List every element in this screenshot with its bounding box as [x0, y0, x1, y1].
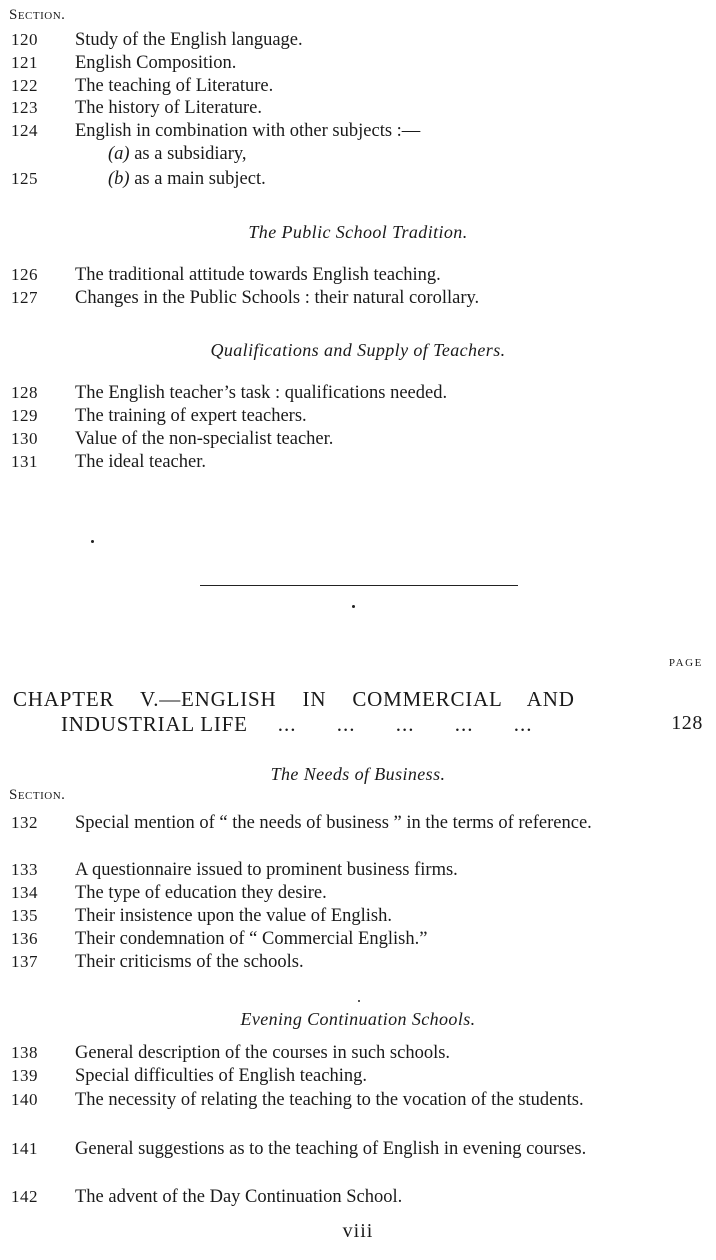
section-number: 135: [11, 906, 38, 925]
chapter-title-line2-text: INDUSTRIAL LIFE: [61, 712, 248, 736]
toc-entry: [11, 1089, 706, 1112]
section-divider: [200, 585, 518, 586]
entry-text: General description of the courses in such schools.: [75, 1043, 451, 1063]
section-number: 127: [11, 288, 38, 307]
section-number: 134: [11, 883, 38, 902]
subentry-marker: (b): [108, 169, 130, 189]
entry-text: The teaching of Literature.: [75, 76, 274, 96]
section-number: 126: [11, 265, 38, 284]
toc-subentry: [11, 143, 706, 166]
toc-entry: [11, 287, 706, 310]
entry-text: Special difficulties of English teaching.: [75, 1066, 367, 1086]
toc-entry: [11, 1065, 706, 1088]
subentry-marker: (a): [108, 144, 130, 164]
entry-text: General suggestions as to the teaching of English in evening courses.: [75, 1139, 587, 1159]
toc-entry: [11, 75, 706, 98]
section-number: 137: [11, 952, 38, 971]
subsection-heading: The Public School Tradition.: [248, 222, 468, 242]
section-number: 132: [11, 813, 38, 832]
toc-entry: [11, 812, 706, 835]
section-label: Section.: [9, 787, 66, 803]
toc-subentry: [11, 168, 706, 191]
entry-text: Study of the English language.: [75, 30, 303, 50]
leader-dots: ... ... ... ... ...: [277, 712, 533, 736]
toc-entry: [11, 97, 706, 120]
chapter-title-line2: [61, 712, 533, 737]
toc-entry: [11, 905, 706, 928]
entry-text: Value of the non-specialist teacher.: [75, 429, 334, 449]
section-number: 123: [11, 98, 38, 117]
entry-text: The English teacher’s task : qualifications needed.: [75, 383, 448, 403]
section-number: 125: [11, 169, 38, 188]
entry-text: Their insistence upon the value of English.: [75, 906, 392, 926]
toc-entry: [11, 264, 706, 287]
entry-text: Changes in the Public Schools : their natural corollary.: [75, 288, 480, 308]
section-label: Section.: [9, 7, 66, 23]
toc-entry: [11, 29, 706, 52]
entry-text: The ideal teacher.: [75, 452, 206, 472]
page-folio: viii: [342, 1220, 374, 1242]
entry-text: The necessity of relating the teaching to the vocation of the students.: [75, 1090, 584, 1110]
entry-text: Their criticisms of the schools.: [75, 952, 304, 972]
chapter-page-number: 128: [671, 712, 703, 734]
section-number: 141: [11, 1139, 38, 1158]
subentry-text: as a main subject.: [134, 169, 266, 189]
ink-speck: [91, 540, 94, 543]
entry-text: Their condemnation of “ Commercial English.”: [75, 929, 428, 949]
section-number: 138: [11, 1043, 38, 1062]
toc-entry: [11, 451, 706, 474]
toc-entry: [11, 52, 706, 75]
section-number: 124: [11, 121, 38, 140]
section-number: 120: [11, 30, 38, 49]
ink-speck: [352, 605, 355, 608]
section-number: 121: [11, 53, 38, 72]
entry-text: The advent of the Day Continuation School.: [75, 1187, 403, 1207]
toc-entry: [11, 405, 706, 428]
ink-speck: [358, 1000, 360, 1002]
section-number: 130: [11, 429, 38, 448]
toc-entry: [11, 1186, 706, 1209]
toc-entry: [11, 428, 706, 451]
toc-entry: [11, 928, 706, 951]
section-number: 140: [11, 1090, 38, 1109]
toc-entry: [11, 1138, 706, 1161]
toc-entry: [11, 859, 706, 882]
chapter-title-line1: CHAPTER V.—ENGLISH IN COMMERCIAL AND: [13, 687, 575, 711]
toc-entry: [11, 382, 706, 405]
section-number: 131: [11, 452, 38, 471]
entry-text: The training of expert teachers.: [75, 406, 307, 426]
toc-entry: [11, 1042, 706, 1065]
section-number: 133: [11, 860, 38, 879]
subsection-heading: Evening Continuation Schools.: [240, 1009, 476, 1029]
toc-entry: [11, 951, 706, 974]
section-number: 142: [11, 1187, 38, 1206]
page-column-label: PAGE: [668, 657, 703, 669]
entry-text: The type of education they desire.: [75, 883, 327, 903]
entry-text: English in combination with other subjects :—: [75, 121, 421, 141]
section-number: 129: [11, 406, 38, 425]
section-number: 139: [11, 1066, 38, 1085]
entry-text: The history of Literature.: [75, 98, 262, 118]
subsection-heading: The Needs of Business.: [270, 764, 446, 784]
entry-text: Special mention of “ the needs of business ” in the terms of reference.: [75, 813, 592, 833]
toc-entry: [11, 120, 706, 143]
section-number: 136: [11, 929, 38, 948]
toc-entry: [11, 882, 706, 905]
entry-text: The traditional attitude towards English teaching.: [75, 265, 441, 285]
entry-text: A questionnaire issued to prominent business firms.: [75, 860, 458, 880]
subsection-heading: Qualifications and Supply of Teachers.: [210, 340, 506, 360]
entry-text: English Composition.: [75, 53, 237, 73]
section-number: 128: [11, 383, 38, 402]
section-number: 122: [11, 76, 38, 95]
subentry-text: as a subsidiary,: [134, 144, 247, 164]
